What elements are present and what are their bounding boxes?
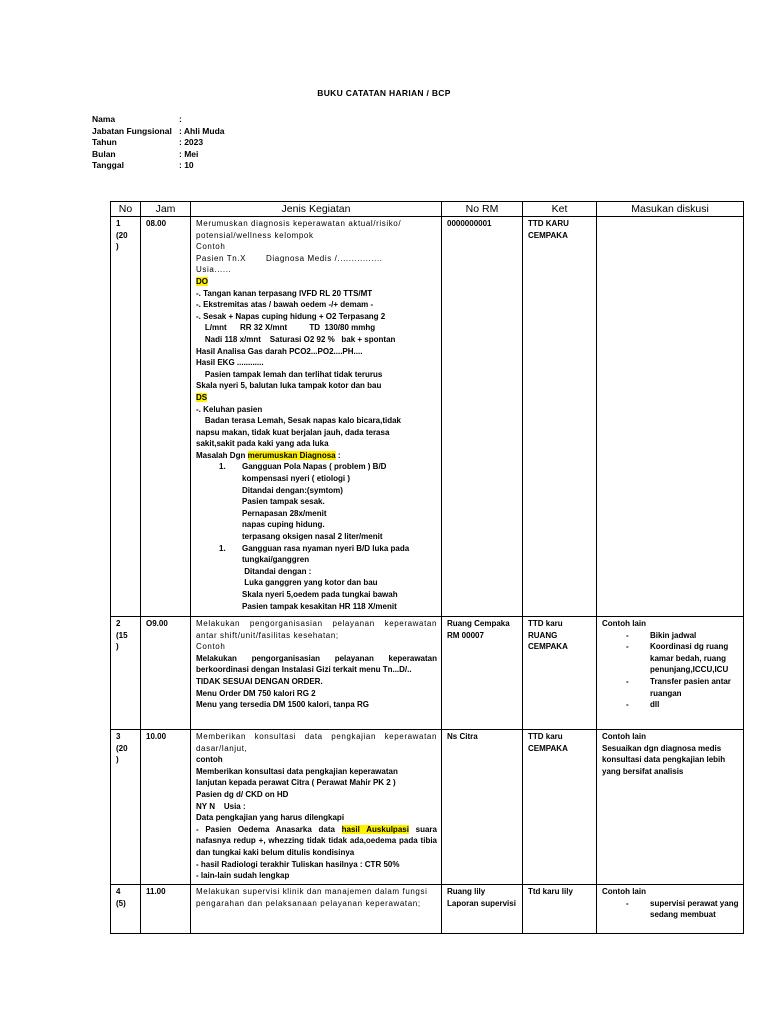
ds-line: Badan terasa Lemah, Sesak napas kalo bicara,tidak <box>196 416 401 426</box>
activity-line: Menu Order DM 750 kalori RG 2 <box>196 688 316 698</box>
header-no-rm: No RM <box>442 202 523 217</box>
activity-description: Melakukan pengorganisasian pelayanan keperawatan antar shift/unit/fasilitas kesehatan; <box>196 619 437 640</box>
activity-line: Memberikan konsultasi data pengkajian keperawatan <box>196 766 398 776</box>
cell-masukan-diskusi <box>597 730 744 885</box>
table-row <box>111 617 744 730</box>
cell-no: 1 (20 ) <box>111 217 141 617</box>
contoh-label: contoh <box>196 755 223 765</box>
discussion-list <box>602 630 739 711</box>
activity-line: - hasil Radiologi terakhir Tuliskan hasilnya : CTR 50% <box>196 859 400 869</box>
do-line: Nadi 118 x/mnt Saturasi O2 92 % bak + spontan <box>196 334 396 344</box>
cell-jam: 10.00 <box>141 730 191 885</box>
identity-row-jabatan: Jabatan Fungsional : Ahli Muda <box>92 125 225 136</box>
patient-line: Pasien Tn.X Diagnosa Medis /................ <box>196 253 383 263</box>
document-title: BUKU CATATAN HARIAN / BCP <box>317 88 451 98</box>
activity-line: Menu yang tersedia DM 1500 kalori, tanpa RG <box>196 700 369 710</box>
identity-row-tahun: Tahun : 2023 <box>92 137 204 148</box>
activity-description: Merumuskan diagnosis keperawatan aktual/risiko/ potensial/wellness kelompok <box>196 219 402 240</box>
cell-ket: TTD karu RUANG CEMPAKA <box>523 617 597 730</box>
contoh-label: Contoh <box>196 642 226 652</box>
identity-row-bulan: Bulan : Mei <box>92 148 199 159</box>
activity-description: Memberikan konsultasi data pengkajian keperawatan dasar/lanjut, <box>196 732 437 753</box>
discussion-title: Contoh lain <box>602 732 646 741</box>
usia-line: Usia...... <box>196 265 232 275</box>
cell-no-rm: 0000000001 <box>442 217 523 617</box>
activity-line: - lain-lain sudah lengkap <box>196 871 290 881</box>
activity-line: NY N Usia : <box>196 801 246 811</box>
identity-row-nama: Nama : <box>92 114 182 124</box>
do-line: -. Tangan kanan terpasang IVFD RL 20 TTS/MT <box>196 288 373 298</box>
list-item: - Transfer pasien antar ruangan <box>626 676 731 698</box>
cell-no: 2 (15 ) <box>111 617 141 730</box>
do-line: -. Ekstremitas atas / bawah oedem -/+ demam - <box>196 300 374 310</box>
table-row <box>111 885 744 934</box>
cell-ket: TTD KARU CEMPAKA <box>523 217 597 617</box>
activity-line: Pasien dg d/ CKD on HD <box>196 789 289 799</box>
cell-ket: TTD karu CEMPAKA <box>523 730 597 885</box>
ds-line: sakit,sakit pada kaki yang ada luka <box>196 439 329 449</box>
activity-description-cont: pengarahan dan pelaksanaan pelayanan keperawatan; <box>196 898 421 908</box>
oedema-paragraph: - Pasien Oedema Anasarka data hasil Auskulpasi suara nafasnya redup +, whezzing tidak tidak ada,oedema pada tibia dan tungkai kaki belum ditulis kondisinya <box>196 824 437 857</box>
identity-row-tanggal: Tanggal : 10 <box>92 160 194 171</box>
table-row <box>111 217 744 617</box>
list-item: - Bikin jadwal <box>626 630 697 640</box>
list-item: 1. Gangguan Pola Napas ( problem ) B/D kompensasi nyeri ( etiologi ) Ditandai dengan:(symtom) Pasien tampak sesak. Pernapasan 28x/menit napas cuping hidung. terpasang oksigen nasal 2 liter/menit <box>219 462 387 542</box>
cell-kegiatan <box>191 217 442 617</box>
do-line: Hasil EKG ............ <box>196 358 264 368</box>
contoh-label: Contoh <box>196 242 226 252</box>
list-item: 1. Gangguan rasa nyaman nyeri B/D luka pada tungkai/ganggren Ditandai dengan : Luka ganggren yang kotor dan bau Skala nyeri 5,oedem pada tungkai bawah Pasien tampak kesakitan HR 118 X/menit <box>219 543 410 611</box>
cell-jam: O9.00 <box>141 617 191 730</box>
cell-no: 3 (20 ) <box>111 730 141 885</box>
discussion-list <box>602 898 739 921</box>
activity-body: Melakukan pengorganisasian pelayanan keperawatan berkoordinasi dengan Instalasi Gizi terkait menu Tn...D/.. <box>196 653 437 675</box>
ds-line: napsu makan, tidak kuat berjalan jauh, dada terasa <box>196 427 390 437</box>
cell-kegiatan <box>191 885 442 934</box>
cell-kegiatan <box>191 730 442 885</box>
cell-no-rm: Ns Citra <box>442 730 523 885</box>
do-line: Skala nyeri 5, balutan luka tampak kotor dan bau <box>196 381 382 391</box>
header-no: No <box>111 202 141 217</box>
header-jenis-kegiatan: Jenis Kegiatan <box>191 202 442 217</box>
do-line: Hasil Analisa Gas darah PCO2...PO2....PH.... <box>196 346 363 356</box>
cell-ket: Ttd karu lily <box>523 885 597 934</box>
cell-masukan-diskusi <box>597 885 744 934</box>
discussion-title: Contoh lain <box>602 887 646 896</box>
header-jam: Jam <box>141 202 191 217</box>
do-line: -. Sesak + Napas cuping hidung + O2 Terpasang 2 <box>196 311 386 321</box>
activity-line: lanjutan kepada perawat Citra ( Perawat Mahir PK 2 ) <box>196 778 396 788</box>
identity-block <box>92 114 225 172</box>
cell-no: 4 (5) <box>111 885 141 934</box>
cell-masukan-diskusi <box>597 617 744 730</box>
discussion-title: Contoh lain <box>602 619 646 628</box>
cell-no-rm: Ruang lily Laporan supervisi <box>442 885 523 934</box>
list-item: - Koordinasi dg ruang kamar bedah, ruang penunjang,ICCU,ICU <box>626 642 729 675</box>
list-item: - supervisi perawat yang sedang membuat <box>626 898 739 920</box>
header-ket: Ket <box>523 202 597 217</box>
cell-jam: 11.00 <box>141 885 191 934</box>
do-line: Pasien tampak lemah dan terlihat tidak terurus <box>196 369 383 379</box>
table-header-row <box>111 202 744 217</box>
problem-list <box>196 461 437 612</box>
list-item: - dll <box>626 700 660 710</box>
masalah-line: Masalah Dgn merumuskan Diagnosa : <box>196 450 341 460</box>
discussion-body: Sesuaikan dgn diagnosa medis konsultasi data pengkajian lebih yang bersifat analisis <box>602 743 726 776</box>
header-masukan-diskusi: Masukan diskusi <box>597 202 744 217</box>
activity-line: Data pengkajian yang harus dilengkapi <box>196 813 345 823</box>
do-heading: DO <box>196 276 208 286</box>
cell-kegiatan <box>191 617 442 730</box>
cell-no-rm: Ruang Cempaka RM 00007 <box>442 617 523 730</box>
activity-description: Melakukan supervisi klinik dan manajemen dalam fungsi <box>196 887 428 896</box>
ds-line: -. Keluhan pasien <box>196 404 263 414</box>
ds-heading: DS <box>196 392 208 402</box>
table-row <box>111 730 744 885</box>
do-line: L/mnt RR 32 X/mnt TD 130/80 mmhg <box>196 323 376 333</box>
cell-jam: 08.00 <box>141 217 191 617</box>
activity-log-table <box>110 201 744 934</box>
activity-line: TIDAK SESUAI DENGAN ORDER. <box>196 676 323 686</box>
cell-masukan-diskusi <box>597 217 744 617</box>
